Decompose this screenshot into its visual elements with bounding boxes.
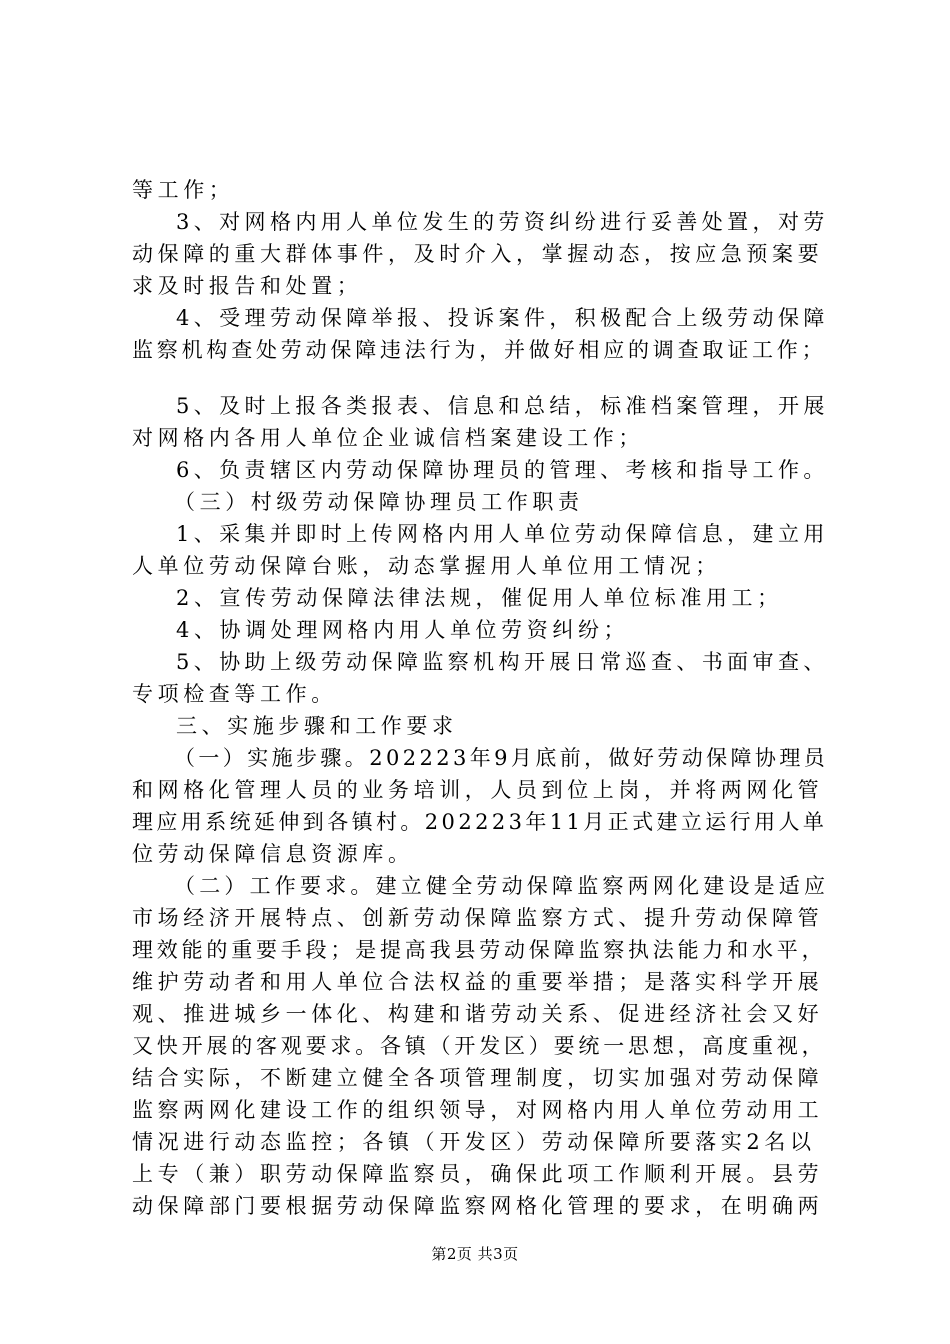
text-line: 求及时报告和处置； [132, 274, 363, 298]
text-line: 5、协助上级劳动保障监察机构开展日常巡查、书面审查、 [176, 650, 829, 674]
text-line: 对网格内各用人单位企业诚信档案建设工作； [132, 426, 644, 450]
text-line: 4、协调处理网格内用人单位劳资纠纷； [176, 618, 630, 642]
section-heading: （三）村级劳动保障协理员工作职责 [174, 490, 584, 514]
text-line: 1、采集并即时上传网格内用人单位劳动保障信息，建立用 [176, 522, 829, 546]
text-line: 专项检查等工作。 [132, 682, 337, 706]
text-line: （一）实施步骤。202223年9月底前，做好劳动保障协理员 [174, 746, 829, 770]
text-line: 动保障部门要根据劳动保障监察网格化管理的要求，在明确两 [132, 1194, 824, 1218]
page-footer: 第2页 共3页 [431, 1245, 519, 1263]
text-line: 3、对网格内用人单位发生的劳资纠纷进行妥善处置，对劳 [176, 210, 829, 234]
text-line: 动保障的重大群体事件，及时介入，掌握动态，按应急预案要 [132, 242, 824, 266]
text-line: 情况进行动态监控；各镇（开发区）劳动保障所要落实2名以 [132, 1130, 816, 1154]
text-line: 观、推进城乡一体化、构建和谐劳动关系、促进经济社会又好 [132, 1002, 824, 1026]
text-line: 监察机构查处劳动保障违法行为，并做好相应的调查取证工作； [132, 338, 827, 362]
text-line: 市场经济开展特点、创新劳动保障监察方式、提升劳动保障管 [132, 906, 824, 930]
text-line: 等工作； [132, 178, 235, 202]
text-line: 维护劳动者和用人单位合法权益的重要举措；是落实科学开展 [132, 970, 824, 994]
section-heading: 三、实施步骤和工作要求 [176, 714, 458, 738]
text-line: 4、受理劳动保障举报、投诉案件，积极配合上级劳动保障 [176, 306, 829, 330]
text-line: 结合实际，不断建立健全各项管理制度，切实加强对劳动保障 [132, 1066, 824, 1090]
text-line: （二）工作要求。建立健全劳动保障监察两网化建设是适应 [174, 874, 830, 898]
text-line: 位劳动保障信息资源库。 [132, 842, 414, 866]
text-line: 人单位劳动保障台账，动态掌握用人单位用工情况； [132, 554, 721, 578]
text-line: 监察两网化建设工作的组织领导，对网格内用人单位劳动用工 [132, 1098, 824, 1122]
text-line: 2、宣传劳动保障法律法规，催促用人单位标准用工； [176, 586, 783, 610]
text-line: 6、负责辖区内劳动保障协理员的管理、考核和指导工作。 [176, 458, 829, 482]
text-line: 和网格化管理人员的业务培训，人员到位上岗，并将两网化管 [132, 778, 824, 802]
text-line: 理效能的重要手段；是提高我县劳动保障监察执法能力和水平， [132, 938, 827, 962]
text-line: 理应用系统延伸到各镇村。202223年11月正式建立运行用人单 [132, 810, 828, 834]
text-line: 5、及时上报各类报表、信息和总结，标准档案管理，开展 [176, 394, 829, 418]
text-line: 又快开展的客观要求。各镇（开发区）要统一思想，高度重视， [132, 1034, 827, 1058]
text-line: 上专（兼）职劳动保障监察员，确保此项工作顺利开展。县劳 [132, 1162, 824, 1186]
